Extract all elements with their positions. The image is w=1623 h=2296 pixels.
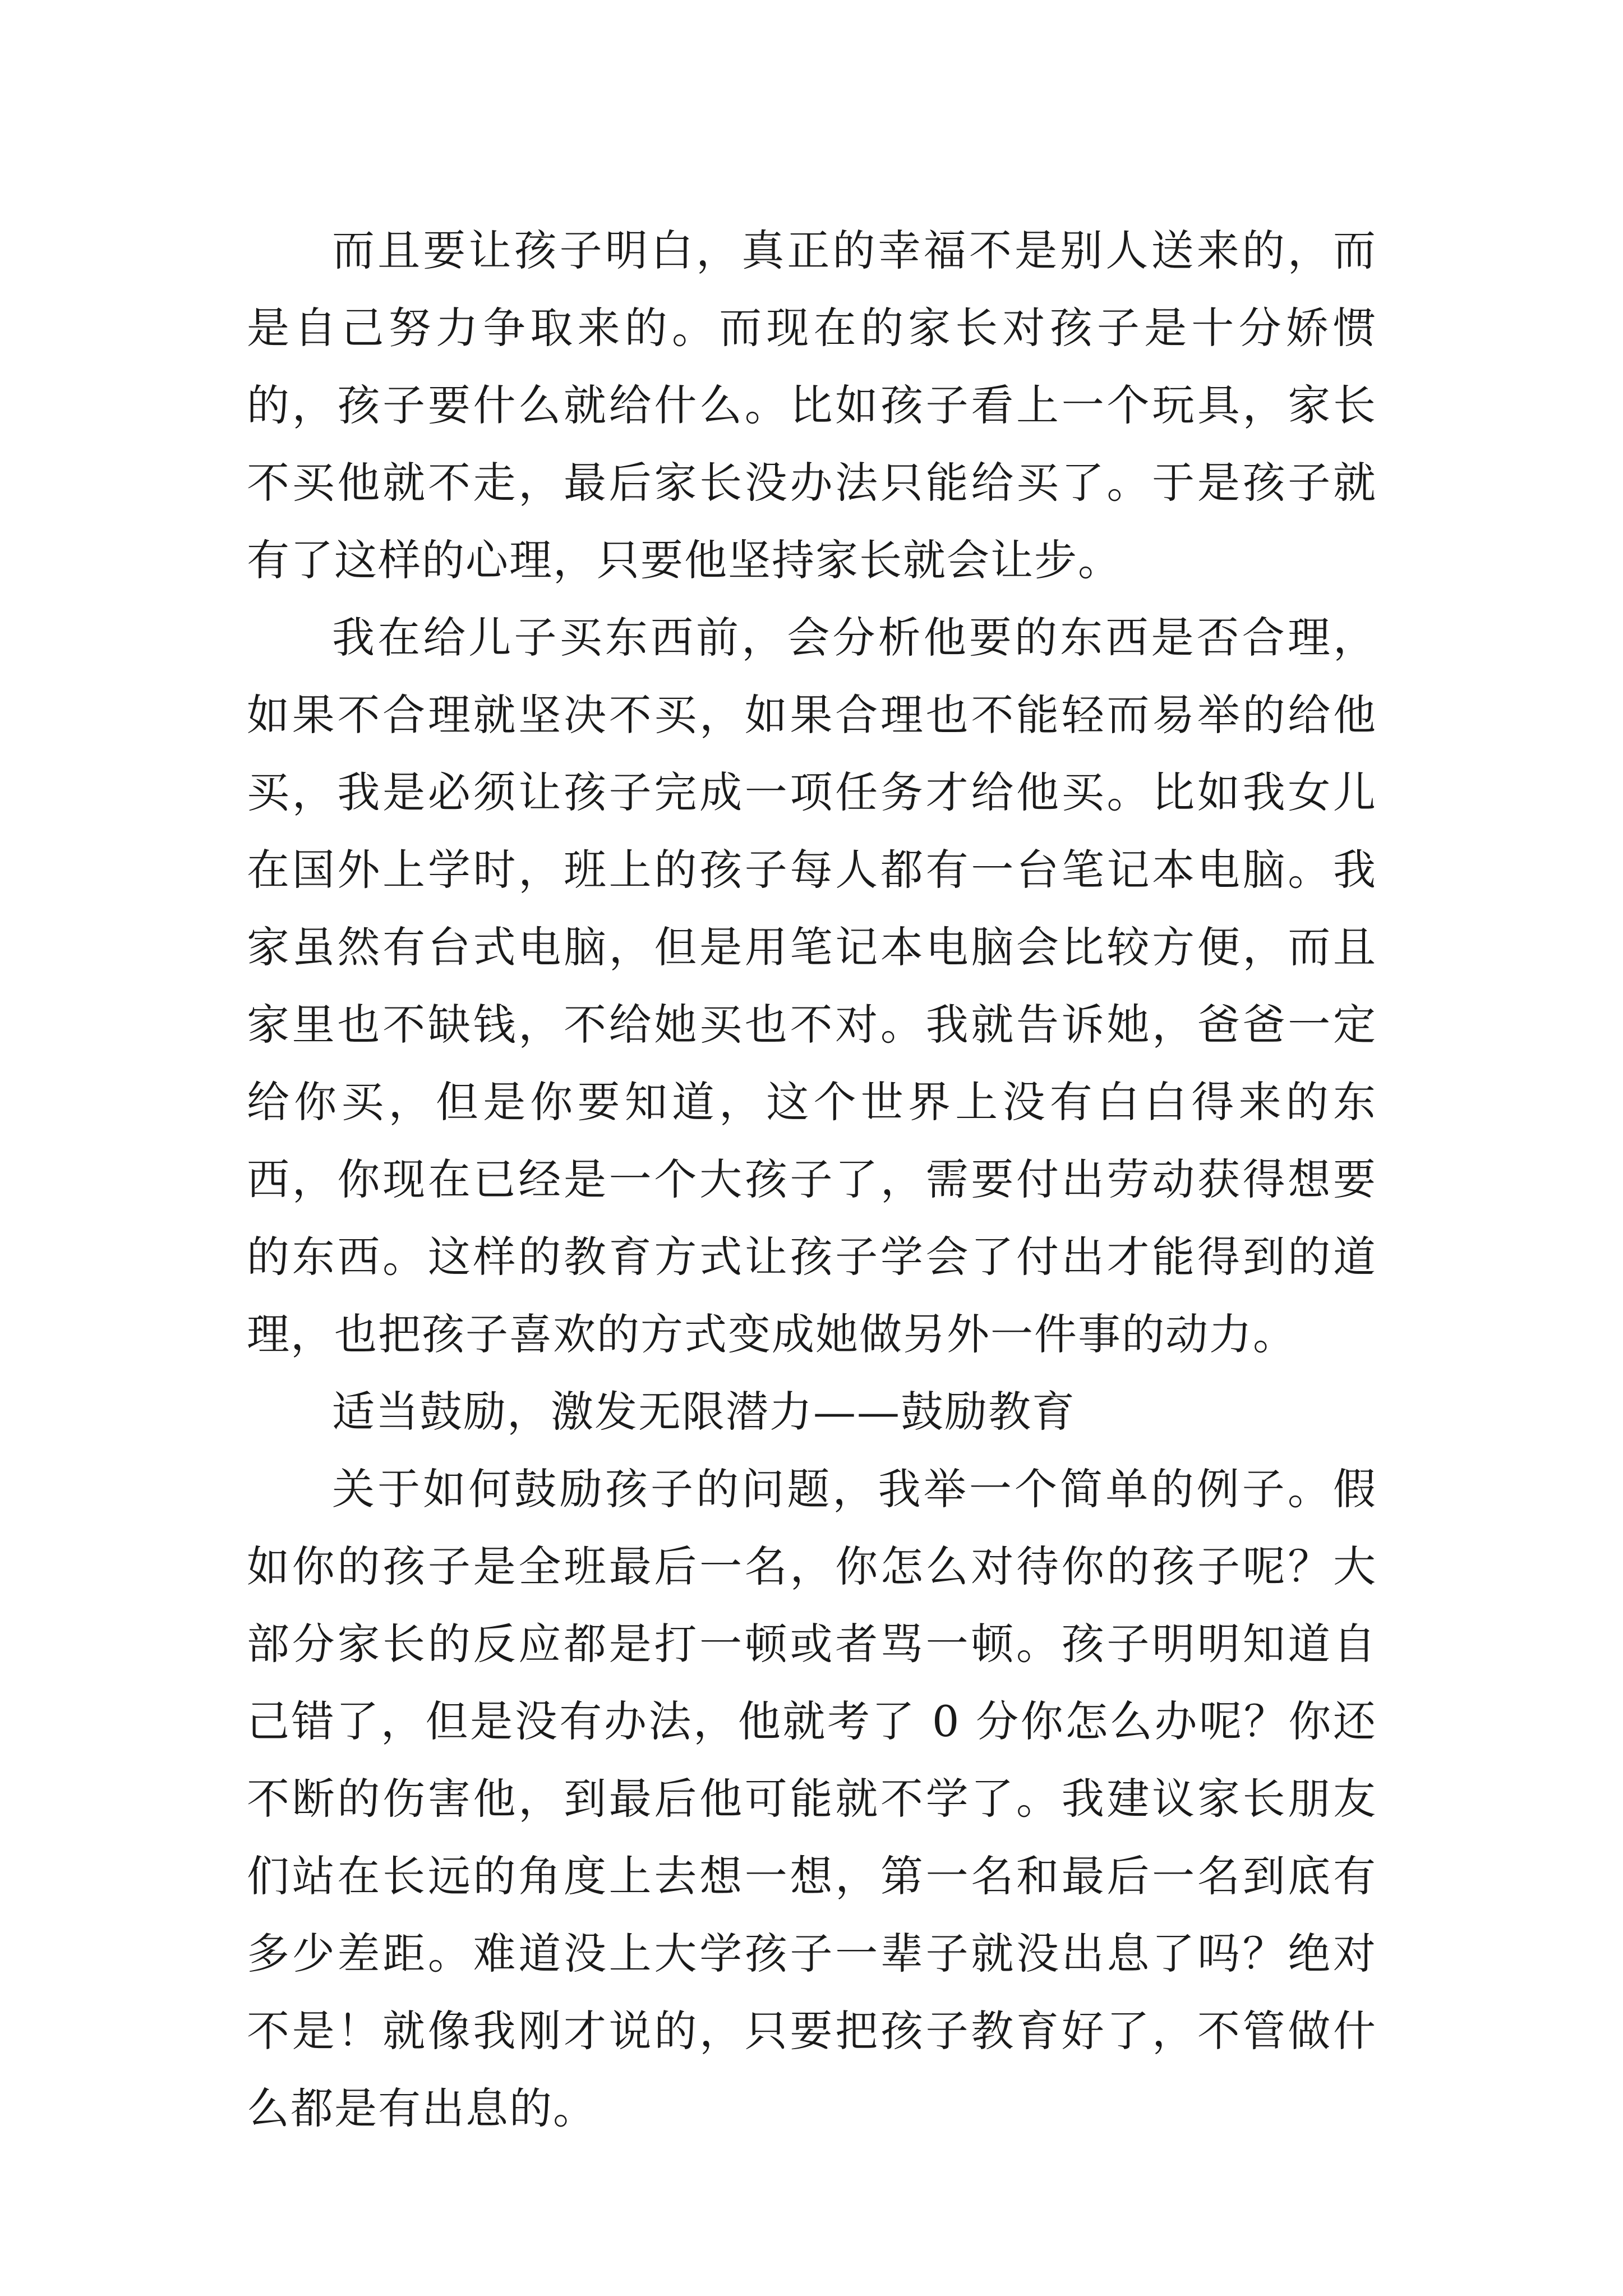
paragraph-happiness: 而且要让孩子明白，真正的幸福不是别人送来的，而是自己努力争取来的。而现在的家长对孩子是十分娇惯的，孩子要什么就给什么。比如孩子看上一个玩具，家长不买他就不走，最后家长没办法只能给买了。于是孩子就有了这样的心理，只要他坚持家长就会让步。 [247, 226, 1377, 585]
paragraph-encouragement: 关于如何鼓励孩子的问题，我举一个简单的例子。假如你的孩子是全班最后一名，你怎么对待你的孩子呢？大部分家长的反应都是打一顿或者骂一顿。孩子明明知道自己错了，但是没有办法，他就考了 0 分你怎么办呢？你还不断的伤害他，到最后他可能就不学了。我建议家长朋友们站在长远的角度上去想一想，第一名和最后一名到底有多少差距。难道没上大学孩子一辈子就没出息了吗？绝对不是！就像我刚才说的，只要把孩子教育好了，不管做什么都是有出息的。 [247, 1464, 1377, 2133]
section-heading: 适当鼓励，激发无限潜力——鼓励教育 [332, 1387, 1076, 1437]
paragraph-buying-things: 我在给儿子买东西前，会分析他要的东西是否合理，如果不合理就坚决不买，如果合理也不能轻而易举的给他买，我是必须让孩子完成一项任务才给他买。比如我女儿在国外上学时，班上的孩子每人都有一台笔记本电脑。我家虽然有台式电脑，但是用笔记本电脑会比较方便，而且家里也不缺钱，不给她买也不对。我就告诉她，爸爸一定给你买，但是你要知道，这个世界上没有白白得来的东西，你现在已经是一个大孩子了，需要付出劳动获得想要的东西。这样的教育方式让孩子学会了付出才能得到的道理，也把孩子喜欢的方式变成她做另外一件事的动力。 [247, 613, 1377, 1359]
document-body [247, 212, 1377, 2147]
